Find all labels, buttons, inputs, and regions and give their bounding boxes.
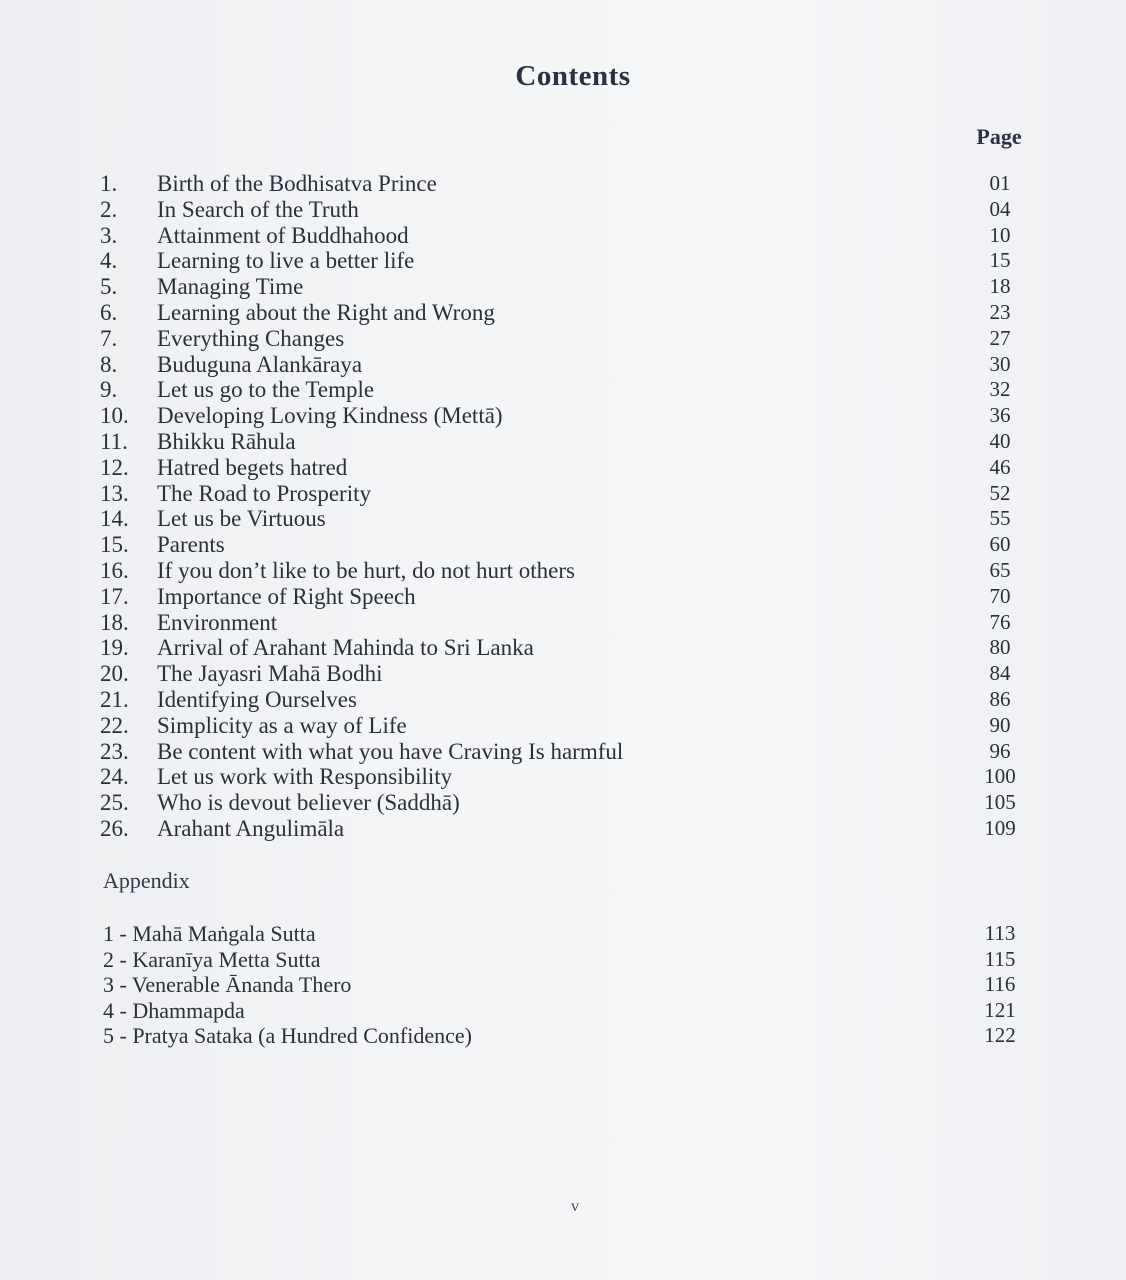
toc-entry-page: 55 [989, 506, 1011, 531]
appendix-entry-title: 4 - Dhammapda [103, 997, 245, 1023]
toc-entry-number: 3. [100, 222, 118, 248]
appendix-entry [103, 947, 1030, 973]
toc-entry-title: Be content with what you have Craving Is harmful [157, 738, 624, 764]
toc-entry-number: 5. [100, 274, 118, 300]
toc-entry-page: 84 [989, 661, 1011, 686]
toc-entry-number: 15. [100, 532, 129, 558]
toc-entry-page: 04 [989, 196, 1011, 221]
toc-entry-page: 36 [989, 403, 1011, 428]
appendix-entry [103, 972, 1030, 998]
toc-entry-number: 26. [100, 815, 129, 841]
toc-entry-page: 40 [989, 428, 1011, 453]
toc-entry-title: Let us be Virtuous [157, 506, 326, 532]
toc-entry-title: Hatred begets hatred [157, 454, 348, 480]
toc-entry [100, 197, 1030, 223]
toc-entry-number: 6. [100, 299, 118, 325]
toc-entry-number: 17. [100, 583, 129, 609]
toc-entry-number: 23. [100, 738, 129, 764]
toc-entry-title: The Road to Prosperity [157, 480, 371, 506]
appendix-entry-title: 3 - Venerable Ānanda Thero [103, 972, 352, 998]
toc-entry-page: 90 [989, 712, 1011, 737]
toc-entry-title: Arrival of Arahant Mahinda to Sri Lanka [157, 635, 534, 661]
toc-entry-page: 32 [989, 377, 1011, 402]
toc-entry-page: 18 [989, 274, 1011, 299]
toc-entry [100, 403, 1030, 429]
toc-entry-page: 65 [989, 557, 1011, 582]
toc-entry-number: 20. [100, 661, 129, 687]
toc-entry-title: Simplicity as a way of Life [157, 712, 407, 738]
toc-entry-number: 4. [100, 248, 118, 274]
toc-entry-page: 86 [989, 686, 1011, 711]
toc-entry-title: Importance of Right Speech [157, 583, 416, 609]
toc-entry-page: 109 [984, 815, 1016, 840]
toc-entry-title: Let us work with Responsibility [157, 764, 453, 790]
toc-entry-number: 22. [100, 712, 129, 738]
toc-entry [100, 739, 1030, 765]
toc-entry-number: 19. [100, 635, 129, 661]
toc-entry-page: 23 [989, 299, 1011, 324]
toc-entry [100, 558, 1030, 584]
toc-entry-title: Identifying Ourselves [157, 686, 357, 712]
toc-entry-title: Attainment of Buddhahood [157, 222, 409, 248]
toc-entry-number: 7. [100, 325, 118, 351]
toc-entry-number: 10. [100, 403, 129, 429]
toc-entry-number: 13. [100, 480, 129, 506]
page-number: v [571, 1198, 579, 1215]
appendix-heading: Appendix [103, 868, 190, 893]
toc-entry [100, 223, 1030, 249]
toc-entry [100, 274, 1030, 300]
toc-entry [100, 790, 1030, 816]
toc-entry-number: 24. [100, 764, 129, 790]
toc-entry [100, 326, 1030, 352]
toc-entry-number: 2. [100, 196, 118, 222]
appendix-entry-title: 1 - Mahā Maṅgala Sutta [103, 921, 316, 946]
toc-entry-number: 12. [100, 454, 129, 480]
toc-entry-page: 27 [989, 325, 1011, 350]
appendix-entry [103, 921, 1030, 947]
toc-entry-page: 15 [989, 248, 1011, 273]
toc-entry-page: 105 [984, 790, 1016, 815]
toc-entry-title: Parents [157, 532, 225, 558]
toc-entry [100, 248, 1030, 274]
toc-entry-page: 60 [989, 532, 1011, 557]
toc-entry [100, 455, 1030, 481]
appendix-entry [103, 998, 1030, 1024]
toc-entry [100, 764, 1030, 790]
toc-entry-title: If you don’t like to be hurt, do not hurt others [157, 557, 575, 583]
appendix-entry-page: 121 [984, 997, 1016, 1022]
toc-entry [100, 481, 1030, 507]
toc-entry-number: 1. [100, 171, 118, 196]
appendix-entry-title: 5 - Pratya Sataka (a Hundred Confidence) [103, 1023, 472, 1049]
appendix-entry-page: 122 [984, 1023, 1016, 1048]
toc-entry [100, 171, 1030, 197]
appendix-entry-page: 115 [984, 946, 1016, 971]
toc-entry [100, 377, 1030, 403]
page-column-heading: Page [976, 124, 1022, 149]
toc-entry-page: 76 [989, 609, 1011, 634]
toc-entry-title: Arahant Angulimāla [157, 815, 345, 841]
toc-entry-title: In Search of the Truth [157, 196, 359, 222]
toc-entry-page: 100 [984, 764, 1016, 789]
toc-entry-number: 9. [100, 377, 118, 403]
toc-entry-number: 11. [100, 428, 128, 454]
contents-list [100, 171, 1030, 842]
toc-entry-page: 70 [989, 583, 1011, 608]
toc-entry [100, 713, 1030, 739]
page-title: Contents [515, 60, 631, 92]
toc-entry-page: 10 [989, 222, 1011, 247]
toc-entry-title: Buduguna Alankāraya [157, 351, 363, 377]
appendix-entry-title: 2 - Karanīya Metta Sutta [103, 946, 321, 972]
toc-entry [100, 584, 1030, 610]
toc-entry-page: 52 [989, 480, 1011, 505]
toc-entry [100, 300, 1030, 326]
toc-entry [100, 661, 1030, 687]
toc-entry-number: 16. [100, 557, 129, 583]
toc-entry-title: Developing Loving Kindness (Mettā) [157, 403, 503, 429]
appendix-entry [103, 1023, 1030, 1049]
toc-entry [100, 816, 1030, 842]
toc-entry-page: 46 [989, 454, 1011, 479]
appendix-entry-page: 116 [984, 972, 1016, 997]
toc-entry-page: 30 [989, 351, 1011, 376]
toc-entry-title: Learning about the Right and Wrong [157, 299, 495, 325]
toc-entry-page: 01 [989, 171, 1011, 195]
toc-entry-number: 14. [100, 506, 129, 532]
toc-entry-title: Birth of the Bodhisatva Prince [157, 171, 437, 196]
toc-entry [100, 687, 1030, 713]
toc-entry [100, 635, 1030, 661]
toc-entry-title: Bhikku Rāhula [157, 428, 296, 454]
toc-entry-page: 80 [989, 635, 1011, 660]
toc-entry-page: 96 [989, 738, 1011, 763]
appendix-entry-page: 113 [984, 921, 1016, 945]
toc-entry-title: Who is devout believer (Saddhā) [157, 790, 460, 816]
toc-entry [100, 429, 1030, 455]
toc-entry-title: The Jayasri Mahā Bodhi [157, 661, 383, 687]
toc-entry [100, 506, 1030, 532]
toc-entry-number: 25. [100, 790, 129, 816]
appendix-list [103, 921, 1030, 1049]
toc-entry-number: 21. [100, 686, 129, 712]
toc-entry-title: Let us go to the Temple [157, 377, 375, 403]
toc-entry-number: 8. [100, 351, 118, 377]
toc-entry-title: Everything Changes [157, 325, 345, 351]
toc-entry-title: Managing Time [157, 274, 304, 300]
toc-entry [100, 532, 1030, 558]
toc-entry-number: 18. [100, 609, 129, 635]
toc-entry-title: Environment [157, 609, 278, 635]
toc-entry [100, 610, 1030, 636]
toc-entry [100, 352, 1030, 378]
toc-entry-title: Learning to live a better life [157, 248, 415, 274]
